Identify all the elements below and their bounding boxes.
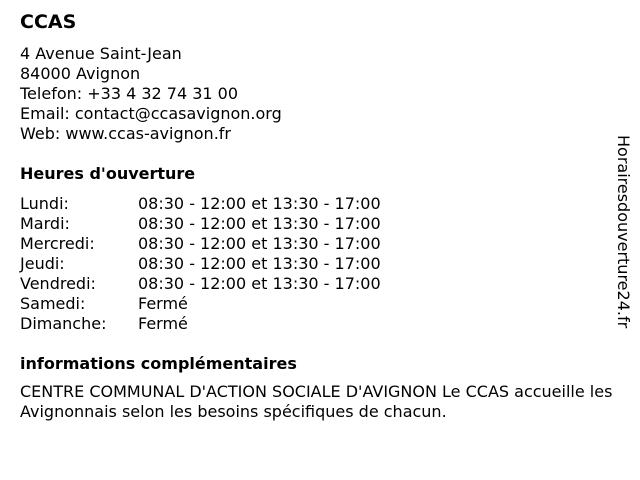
phone-line: Telefon: +33 4 32 74 31 00 [20,84,239,103]
time-value: 08:30 - 12:00 et 13:30 - 17:00 [138,234,381,253]
hours-heading: Heures d'ouverture [20,164,196,183]
hours-table [20,194,610,334]
info-heading: informations complémentaires [20,354,297,373]
time-value: 08:30 - 12:00 et 13:30 - 17:00 [138,254,381,273]
hours-row-wednesday [20,234,610,254]
organization-name: CCAS [20,11,77,33]
hours-row-saturday [20,294,610,314]
day-label: Mardi: [20,214,70,233]
time-value: Fermé [138,314,188,333]
contact-block [20,44,610,144]
time-value: Fermé [138,294,188,313]
day-label: Samedi: [20,294,86,313]
day-label: Vendredi: [20,274,96,293]
day-label: Jeudi: [20,254,65,273]
time-value: 08:30 - 12:00 et 13:30 - 17:00 [138,274,381,293]
time-value: 08:30 - 12:00 et 13:30 - 17:00 [138,214,381,233]
business-card [20,10,613,422]
email-line: Email: contact@ccasavignon.org [20,104,282,123]
day-label: Mercredi: [20,234,95,253]
info-text: CENTRE COMMUNAL D'ACTION SOCIALE D'AVIGNON Le CCAS accueille les Avignonnais selon les besoins spécifiques de chacun. [20,382,613,421]
web-line: Web: www.ccas-avignon.fr [20,124,231,143]
time-value: 08:30 - 12:00 et 13:30 - 17:00 [138,194,381,213]
hours-row-sunday [20,314,610,334]
site-watermark: Horairesdouverture24.fr [614,135,633,329]
day-label: Lundi: [20,194,69,213]
hours-row-friday [20,274,610,294]
hours-row-thursday [20,254,610,274]
hours-row-tuesday [20,214,610,234]
address-line-2: 84000 Avignon [20,64,141,83]
day-label: Dimanche: [20,314,107,333]
hours-row-monday [20,194,610,214]
address-line-1: 4 Avenue Saint-Jean [20,44,182,63]
